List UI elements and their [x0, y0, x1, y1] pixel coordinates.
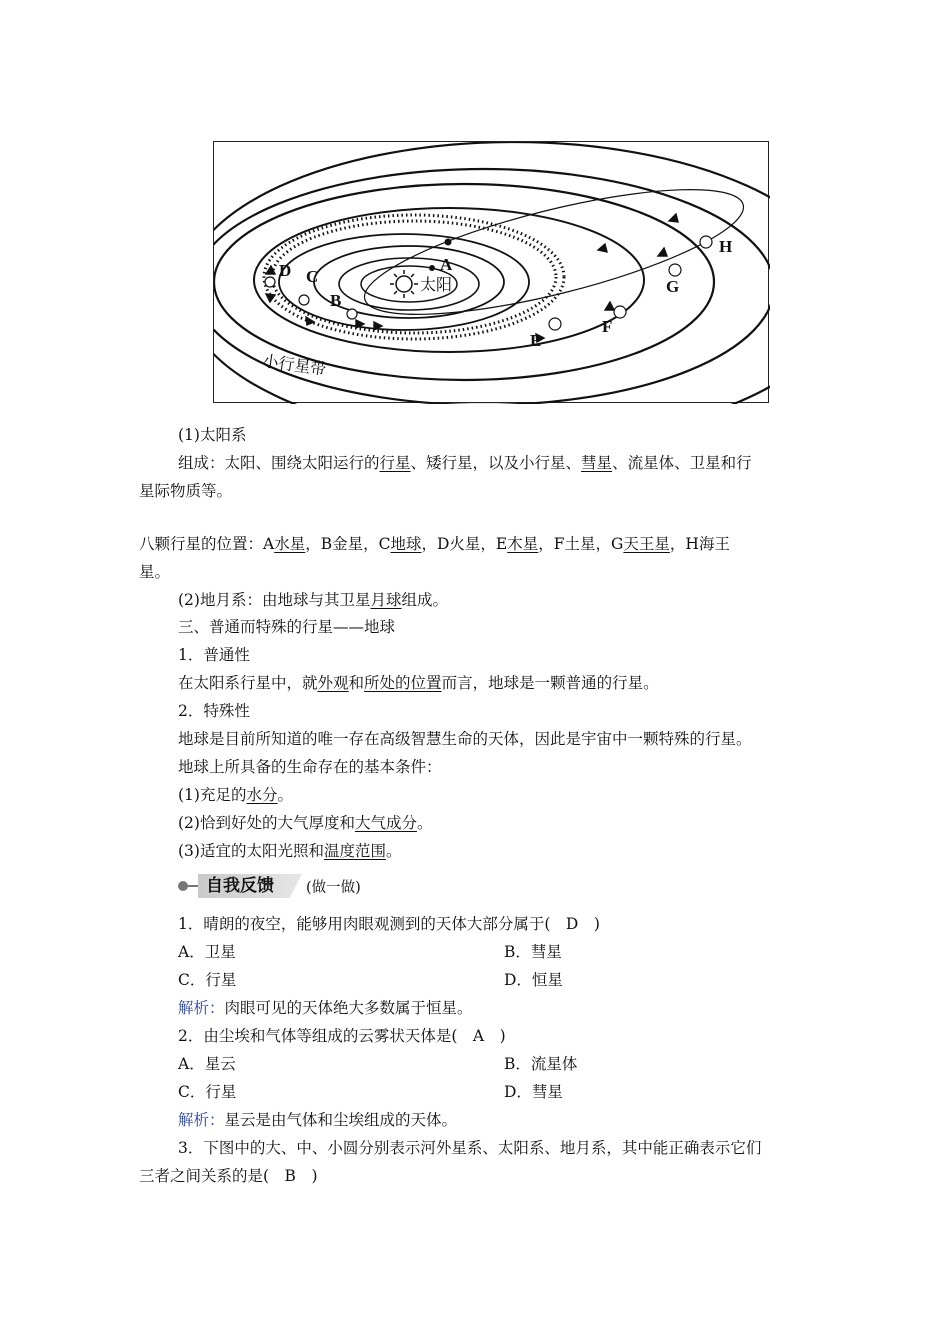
condition-2: (2)恰到好处的大气厚度和大气成分。	[178, 814, 433, 832]
q2-option-a: A．星云	[178, 1055, 236, 1073]
badge-label: 自我反馈	[206, 876, 274, 896]
arrow-icon	[605, 302, 614, 310]
label-a: A	[440, 255, 453, 274]
q1-option-d: D．恒星	[504, 971, 563, 989]
arrow-icon	[669, 214, 678, 222]
q1-analysis: 解析：肉眼可见的天体绝大多数属于恒星。	[178, 999, 473, 1017]
sun-icon	[390, 270, 418, 298]
label-c: C	[306, 267, 319, 286]
label-h: H	[719, 237, 733, 256]
special-text: 地球是目前所知道的唯一存在高级智慧生命的天体，因此是宇宙中一颗特殊的行星。	[178, 730, 752, 748]
label-d: D	[279, 261, 292, 280]
planet-h-marker	[700, 236, 712, 248]
arrow-icon	[266, 294, 275, 302]
q2-option-b: B．流星体	[504, 1055, 578, 1073]
planet-b-marker	[347, 309, 357, 319]
planet-e-marker	[549, 318, 561, 330]
condition-1: (1)充足的水分。	[178, 786, 293, 804]
sun-label: 太阳	[420, 277, 453, 294]
planet-c-marker	[299, 295, 309, 305]
q2-option-d: D．彗星	[504, 1083, 563, 1101]
label-f: F	[602, 317, 613, 336]
special-title: 2．特殊性	[178, 702, 250, 720]
arrow-icon	[266, 266, 275, 274]
q1-option-a: A．卫星	[178, 943, 236, 961]
arrow-icon	[598, 244, 607, 252]
badge-subtitle: (做一做)	[306, 880, 361, 896]
solar-system-heading: (1)太阳系	[178, 426, 247, 444]
q2-analysis: 解析：星云是由气体和尘埃组成的天体。	[178, 1111, 458, 1129]
planet-positions-line1: 八颗行星的位置：A水星，B金星，C地球，D火星，E木星，F土星，G天王星，H海王	[139, 535, 730, 553]
q1-option-c: C．行星	[178, 971, 237, 989]
conditions-intro: 地球上所具备的生命存在的基本条件：	[178, 758, 442, 776]
arrow-icon	[658, 248, 667, 256]
label-e: E	[530, 331, 542, 350]
orbit-earth	[314, 246, 504, 318]
comet-marker	[445, 239, 452, 246]
orbit-diagram-svg	[214, 142, 770, 404]
composition-line1: 组成：太阳、围绕太阳运行的行星、矮行星，以及小行星、彗星、流星体、卫星和行	[178, 454, 752, 472]
bullet-dot-icon	[178, 881, 188, 891]
planet-d-marker	[265, 277, 275, 287]
earth-moon-system: (2)地月系：由地球与其卫星月球组成。	[178, 591, 448, 609]
planet-positions-line2: 星。	[139, 563, 171, 581]
solar-system-diagram	[213, 141, 769, 403]
planet-g-marker	[669, 264, 681, 276]
q3-stem-line2: 三者之间关系的是( B )	[139, 1167, 318, 1185]
arrow-icon	[306, 317, 314, 325]
asteroid-belt-label: 小行星带	[261, 353, 328, 379]
q1-option-b: B．彗星	[504, 943, 562, 961]
label-b: B	[330, 291, 342, 310]
q2-option-c: C．行星	[178, 1083, 237, 1101]
orbit-saturn	[214, 184, 714, 380]
ordinary-title: 1．普通性	[178, 646, 250, 664]
q2-stem: 2．由尘埃和气体等组成的云雾状天体是( A )	[178, 1027, 506, 1045]
ordinary-text: 在太阳系行星中，就外观和所处的位置而言，地球是一颗普通的行星。	[178, 674, 659, 692]
q3-stem-line1: 3．下图中的大、中、小圆分别表示河外星系、太阳系、地月系，其中能正确表示它们	[178, 1139, 762, 1157]
condition-3: (3)适宜的太阳光照和温度范围。	[178, 842, 402, 860]
planet-a-marker	[429, 265, 435, 271]
composition-line2: 星际物质等。	[139, 482, 233, 500]
section-three-title: 三、普通而特殊的行星——地球	[178, 618, 396, 636]
q1-stem: 1．晴朗的夜空，能够用肉眼观测到的天体大部分属于( D )	[178, 915, 600, 933]
label-g: G	[666, 277, 680, 296]
planet-f-marker	[614, 306, 626, 318]
